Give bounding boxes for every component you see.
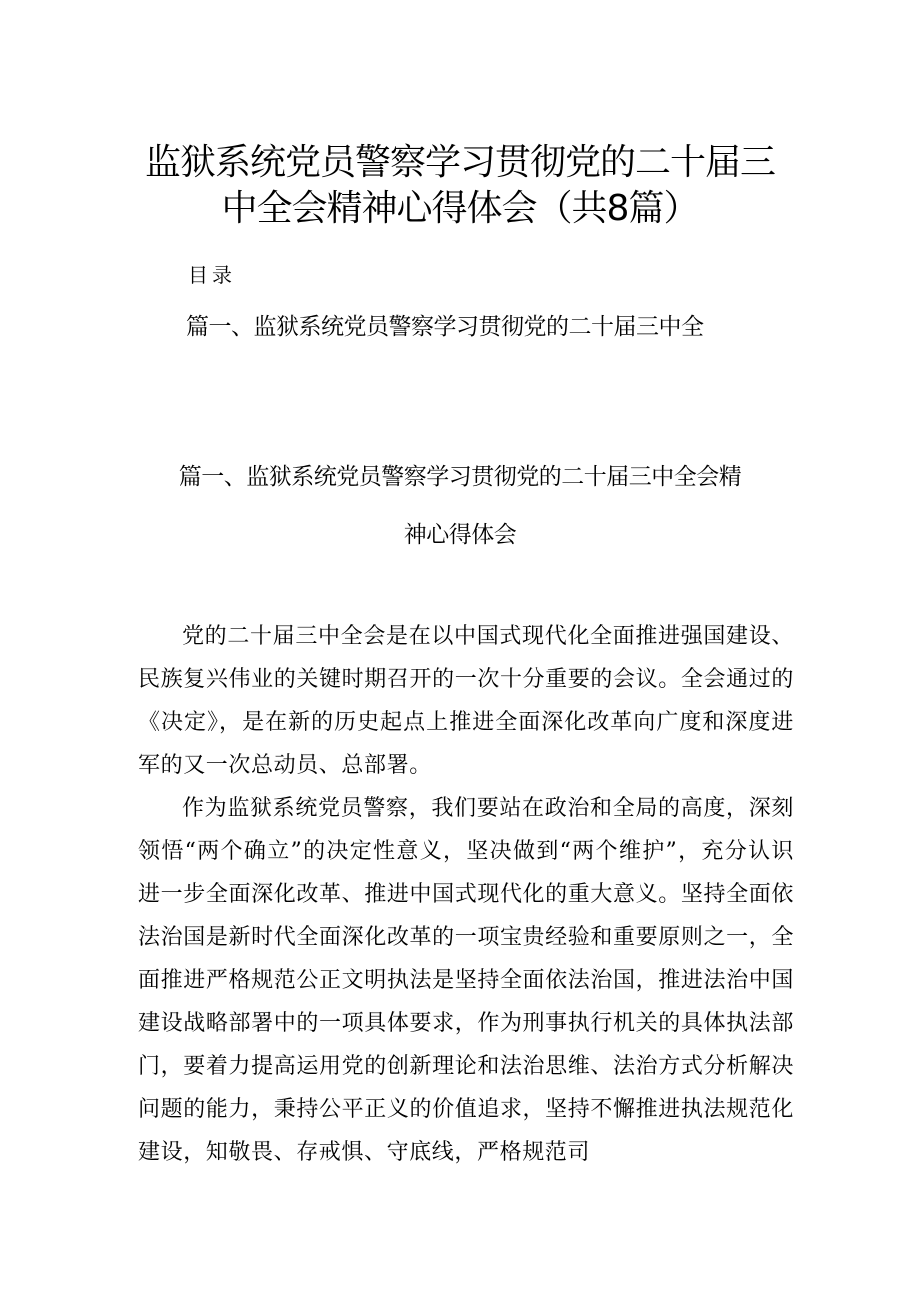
section-heading-line-2: 神心得体会 (403, 522, 517, 548)
section-heading-line-1: 篇一、监狱系统党员警察学习贯彻党的二十届三中全会精 (178, 464, 742, 490)
body-paragraph-2: 作为监狱系统党员警察，我们要站在政治和全局的高度，深刻领悟“两个确立”的决定性意义，坚决做到“两个维护”，充分认识进一步全面深化改革、推进中国式现代化的重大意义。坚持全面依法治国是新时代全面深化改革的一项宝贵经验和重要原则之一，全面推进严格规范公正文明执法是坚持全面依法治国，推进法治中国建设战略部署中的一项具体要求，作为刑事执行机关的具体执法部门，要着力提高运用党的创新理论和法治思维、法治方式分析解决问题的能力，秉持公平正义的价值追求，坚持不懈推进执法规范化建设，知敬畏、存戒惧、守底线，严格规范司 (138, 796, 794, 1165)
body-paragraph-1: 党的二十届三中全会是在以中国式现代化全面推进强国建设、民族复兴伟业的关键时期召开的一次十分重要的会议。全会通过的《决定》，是在新的历史起点上推进全面深化改革向广度和深度进军的又一次总动员、总部署。 (138, 624, 794, 778)
document-title-line-2: 中全会精神心得体会（共8篇） (221, 188, 699, 229)
document-title-line-1: 监狱系统党员警察学习贯彻党的二十届三 (144, 142, 775, 183)
toc-label: 目录 (188, 263, 236, 287)
toc-item[interactable]: 篇一、监狱系统党员警察学习贯彻党的二十届三中全 (186, 314, 704, 340)
